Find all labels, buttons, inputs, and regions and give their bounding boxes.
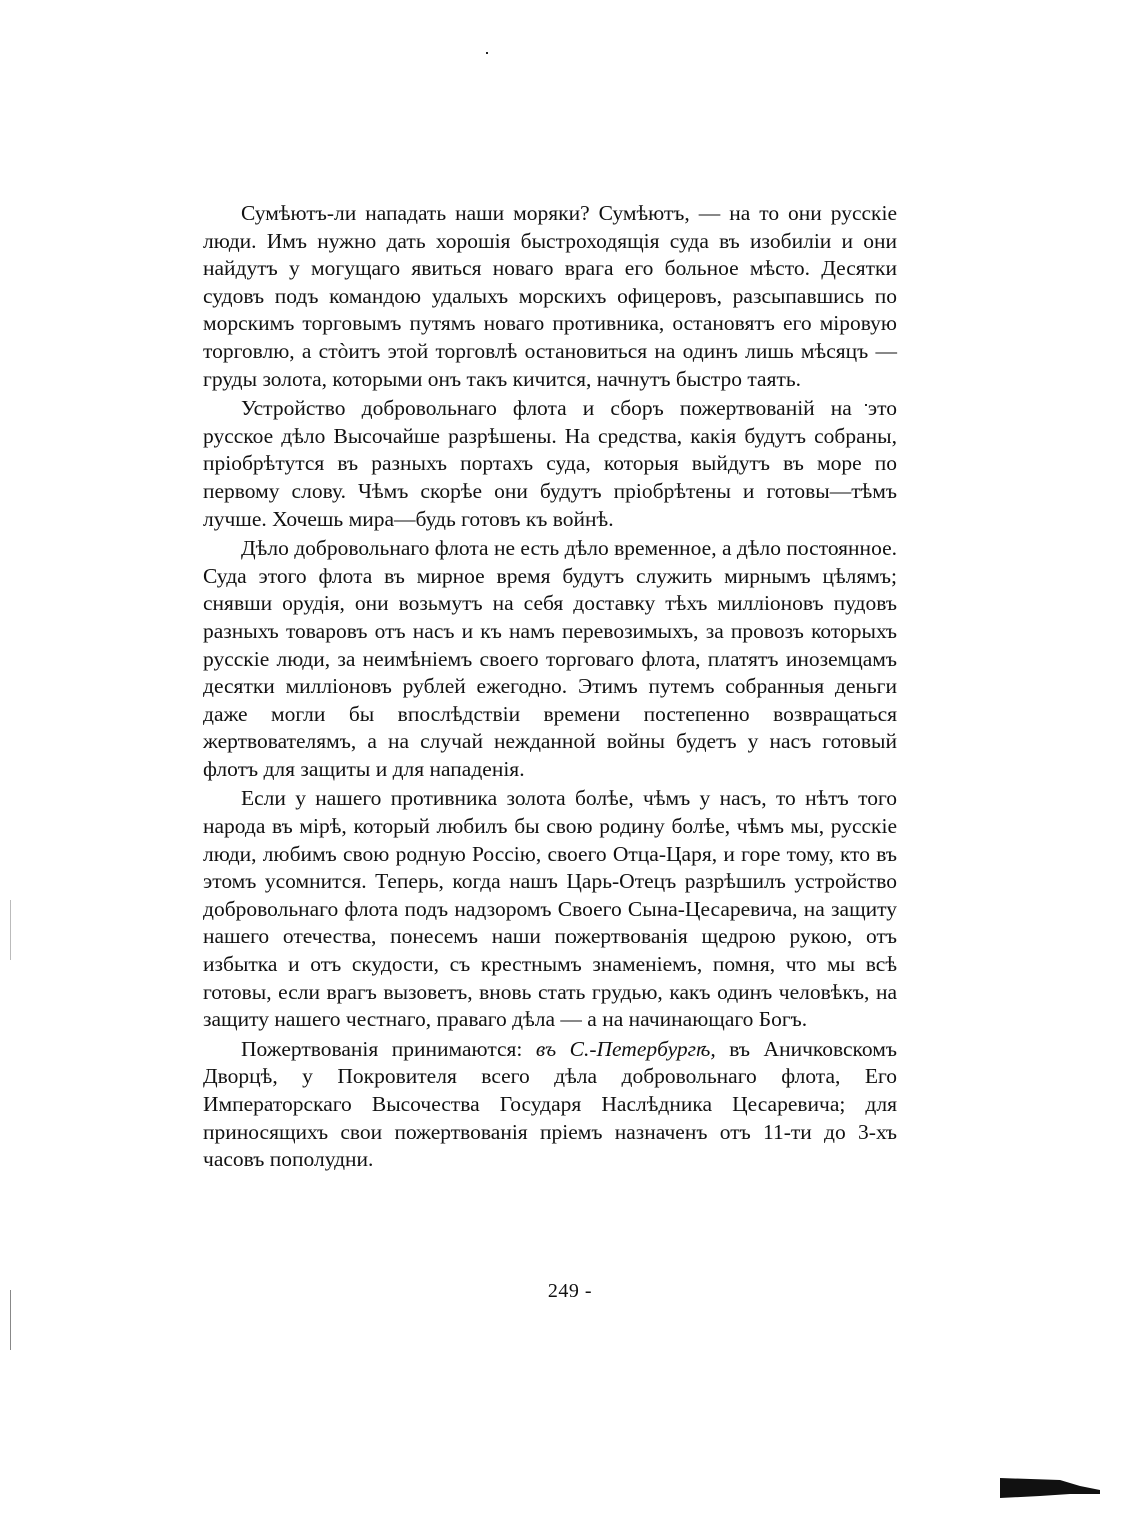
paragraph: Дѣло добровольнаго флота не есть дѣло временное, а дѣло постоянное. Суда этого флота въ мирное время будутъ служить мирнымъ цѣлямъ; снявши орудія, они возьмутъ на себя доставку тѣхъ милліоновъ пудовъ разныхъ товаровъ отъ насъ и къ намъ перевозимыхъ, за провозъ которыхъ русскіе люди, за неимѣніемъ своего торговаго флота, платятъ иноземцамъ десятки милліоновъ рублей ежегодно. Этимъ путемъ собранныя деньги даже могли бы впослѣдствіи времени постепенно возвращаться жертвователямъ, а на случай нежданной войны будетъ у насъ готовый флотъ для защиты и для нападенія. [203,536,897,781]
page-number: 249 - [547,1280,593,1302]
paragraph: Если у нашего противника золота болѣе, чѣмъ у насъ, то нѣтъ того народа въ мірѣ, который любилъ бы свою родину болѣе, чѣмъ мы, русскіе люди, любимъ свою родную Россію, своего Отца-Царя, и горе тому, кто въ этомъ усомнится. Теперь, когда нашъ Царь-Отецъ разрѣшилъ устройство добровольнаго флота подъ надзоромъ Своего Сына-Цесаревича, на защиту нашего отечества, понесемъ наши пожертвованія щедрою рукою, отъ избытка и отъ скудости, съ крестнымъ знаменіемъ, помня, что мы всѣ готовы, если врагъ вызоветъ, вновь стать грудью, какъ одинъ человѣкъ, на защиту нашего честнаго, праваго дѣла — а на начинающаго Богъ. [203,786,897,1032]
paragraph: Устройство добровольнаго флота и сборъ пожертвованій на это русское дѣло Высочайше разрѣшены. На средства, какія будутъ собраны, пріобрѣтутся въ разныхъ портахъ суда, которыя выйдутъ въ море по первому слову. Чѣмъ скорѣе они будутъ пріобрѣтены и готовы—тѣмъ лучше. Хочешь мира—будь готовъ къ войнѣ. [203,396,897,531]
scan-speck [486,52,488,54]
paragraph-donations [203,1036,897,1174]
italic-location: въ С.-Петербургѣ, [535,1036,716,1061]
body-text [203,200,897,1174]
scan-edge-mark [1000,1468,1100,1502]
paragraph: Сумѣютъ-ли нападать наши моряки? Сумѣютъ, — на то они русскіе люди. Имъ нужно дать хорошія быстроходящія суда въ изобиліи и они найдутъ у могущаго явиться новаго врага его больное мѣсто. Десятки судовъ подъ командою удалыхъ морскихъ офицеровъ, разсыпавшись по морскимъ торговымъ путямъ новаго противника, остановятъ его міровую торговлю, а стòитъ этой торговлѣ остановиться на одинъ лишь мѣсяцъ — груды золота, которыми онъ такъ кичится, начнутъ быстро таять. [203,201,897,391]
scan-margin-line [10,900,11,960]
paragraph-text: Пожертвованія принимаются: [241,1036,536,1061]
paragraph-text: въ Аничковскомъ Дворцѣ, у Покровителя всего дѣла добровольнаго флота, Его Императорскаго Высочества Государя Наслѣдника Цесаревича; для приносящихъ свои пожертвованія пріемъ назначенъ отъ 11-ти до 3-хъ часовъ пополудни. [203,1036,897,1172]
